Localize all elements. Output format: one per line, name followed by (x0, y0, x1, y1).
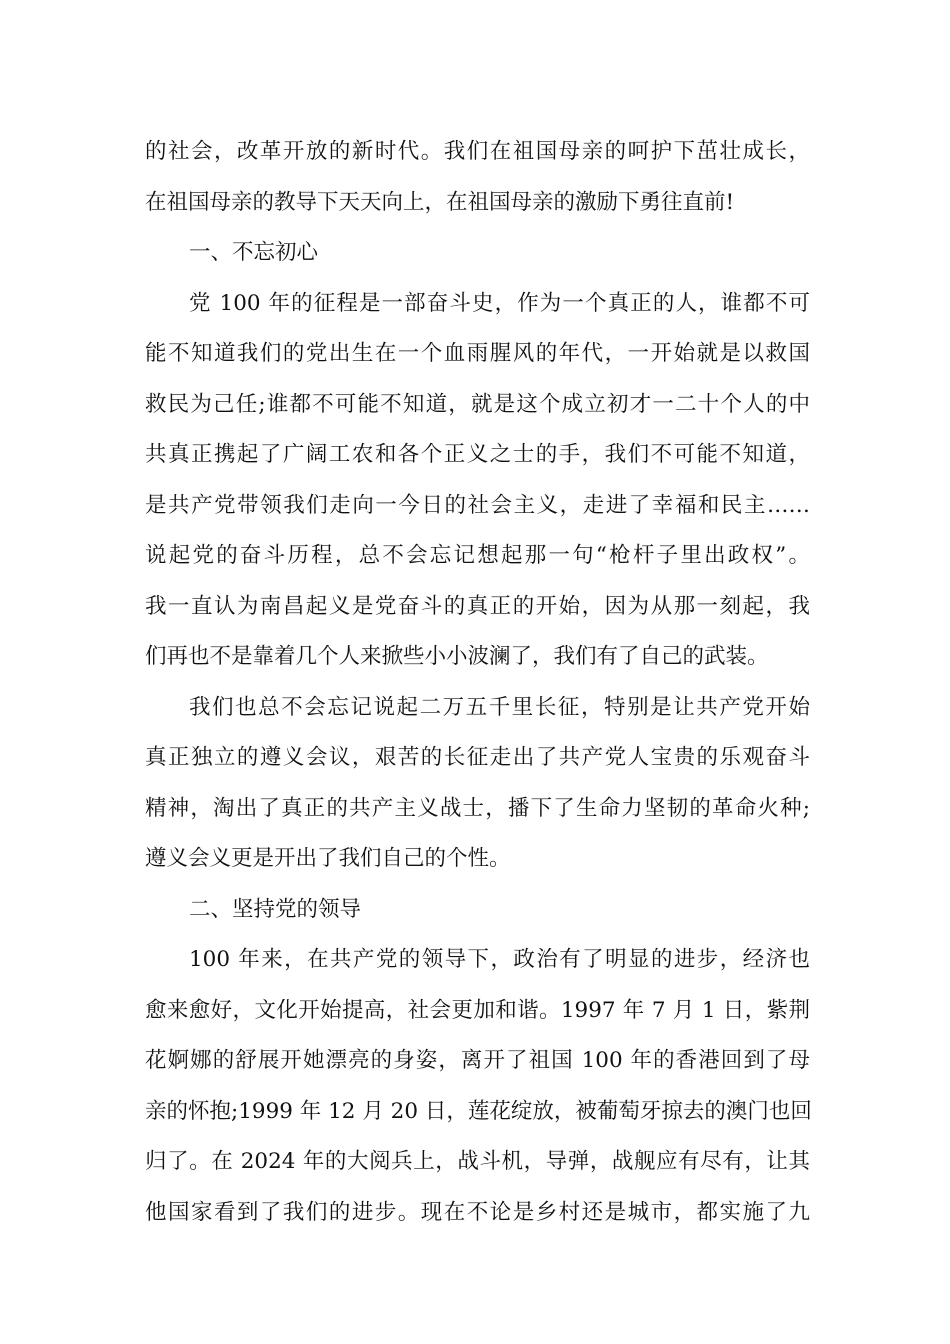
text-line: 是共产党带领我们走向一今日的社会主义，走进了幸福和民主…… (145, 492, 810, 518)
text-line: 们再也不是靠着几个人来掀些小小波澜了，我们有了自己的武装。 (145, 644, 769, 669)
text-line: 归了。在 2024 年的大阅兵上，战斗机，导弹，战舰应有尽有，让其 (145, 1149, 810, 1174)
text-line: 遵义会义更是开出了我们自己的个性。 (145, 846, 511, 871)
text-line: 救民为己任;谁都不可能不知道，就是这个成立初才一二十个人的中 (145, 391, 810, 417)
text-line: 的社会，改革开放的新时代。我们在祖国母亲的呵护下茁壮成长， (145, 139, 810, 164)
text-line: 党 100 年的征程是一部奋斗史，作为一个真正的人，谁都不可 (189, 290, 810, 316)
document-body (145, 127, 810, 1238)
text-line: 能不知道我们的党出生在一个血雨腥风的年代，一开始就是以救国 (145, 341, 810, 366)
text-line: 他国家看到了我们的进步。现在不论是乡村还是城市，都实施了九 (145, 1199, 810, 1225)
text-line: 说起党的奋斗历程，总不会忘记想起那一句“枪杆子里出政权”。 (145, 543, 810, 568)
text-line: 精神，淘出了真正的共产主义战士，播下了生命力坚韧的革命火种; (145, 795, 810, 821)
text-line: 我一直认为南昌起义是党奋斗的真正的开始，因为从那一刻起，我 (145, 593, 810, 619)
text-line: 花婀娜的舒展开她漂亮的身姿，离开了祖国 100 年的香港回到了母 (145, 1048, 810, 1073)
text-line: 在祖国母亲的教导下天天向上，在祖国母亲的激励下勇往直前! (145, 189, 735, 215)
text-line: 二、坚持党的领导 (189, 896, 362, 922)
text-line: 一、不忘初心 (189, 240, 319, 265)
text-line: 100 年来，在共产党的领导下，政治有了明显的进步，经济也 (189, 947, 810, 972)
text-line: 愈来愈好，文化开始提高，社会更加和谐。1997 年 7 月 1 日，紫荆 (145, 997, 810, 1023)
text-line: 真正独立的遵义会议，艰苦的长征走出了共产党人宝贵的乐观奋斗 (145, 745, 810, 770)
text-line: 我们也总不会忘记说起二万五千里长征，特别是让共产党开始 (189, 694, 810, 720)
text-line: 亲的怀抱;1999 年 12 月 20 日，莲花绽放，被葡萄牙掠去的澳门也回 (145, 1098, 812, 1124)
text-line: 共真正携起了广阔工农和各个正义之士的手，我们不可能不知道， (145, 442, 810, 467)
